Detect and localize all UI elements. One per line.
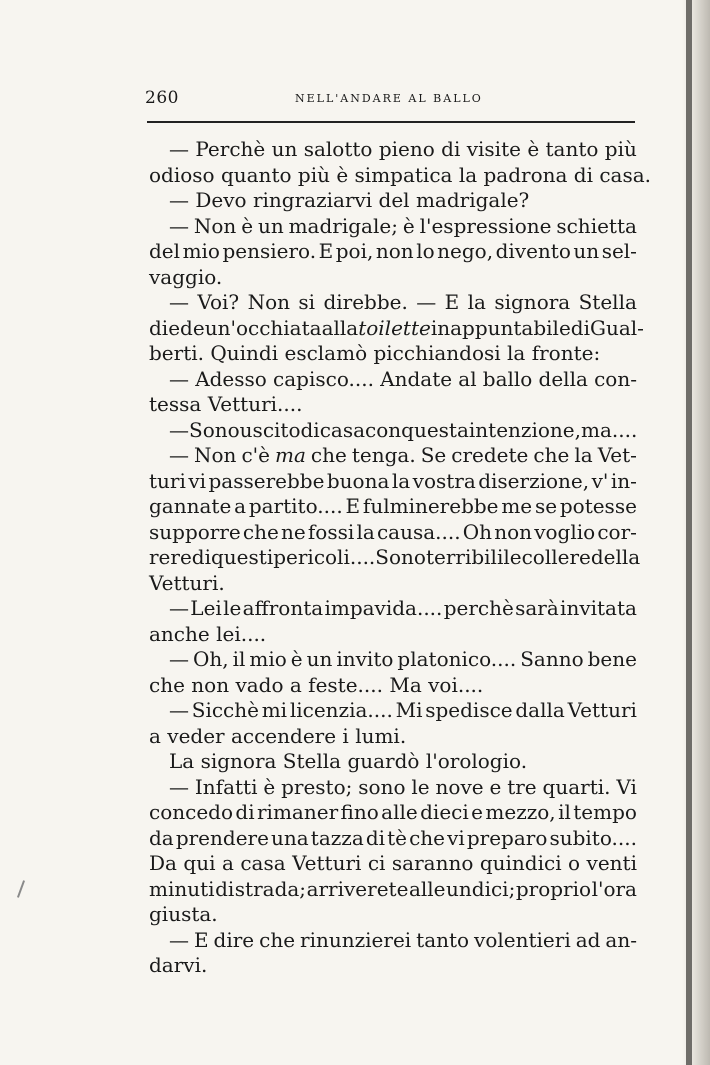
- word: e: [489, 774, 502, 799]
- text-line: [149, 800, 637, 826]
- word: buona: [326, 468, 390, 493]
- word: è: [402, 213, 415, 238]
- word: un'occhiata: [204, 315, 322, 340]
- word: Ma: [389, 672, 429, 697]
- word: la: [458, 162, 484, 187]
- text-line: [149, 469, 637, 495]
- word: la: [356, 519, 375, 544]
- word: causa....: [376, 519, 461, 544]
- word: mio: [249, 647, 287, 671]
- running-title: NELL'ANDARE AL BALLO: [295, 92, 483, 105]
- word: nego,: [437, 239, 494, 263]
- word: il: [232, 647, 246, 671]
- text-line: [149, 749, 637, 775]
- word: E: [318, 239, 334, 263]
- word: madrigale;: [288, 213, 398, 238]
- word: vostra: [412, 468, 476, 493]
- word: saranno: [391, 851, 474, 875]
- word: casa.: [599, 162, 652, 187]
- word: i: [342, 723, 356, 748]
- word: signora: [494, 290, 571, 314]
- word: impavida....: [324, 596, 443, 620]
- text-line: [149, 494, 637, 520]
- word: Andate: [380, 366, 453, 391]
- word: mio: [182, 239, 220, 263]
- word: è: [263, 774, 276, 799]
- word: Devo: [195, 188, 253, 212]
- word: turi: [149, 468, 186, 493]
- word: dieci: [420, 800, 469, 824]
- body-text: [149, 137, 652, 979]
- word: visite: [466, 137, 521, 161]
- word: subito....: [549, 825, 637, 850]
- word: undici;: [446, 876, 516, 901]
- word: la: [467, 290, 486, 314]
- word: tempo: [573, 800, 637, 824]
- word: Non: [193, 213, 237, 238]
- page-header: [145, 88, 635, 112]
- word: qui: [183, 851, 216, 875]
- word: preparo: [466, 825, 548, 850]
- text-line: [149, 596, 637, 622]
- word: casa: [319, 417, 366, 442]
- margin-pencil-mark: [17, 880, 25, 898]
- word: Stella: [282, 749, 348, 773]
- word: tessa: [149, 392, 208, 416]
- word: pensiero.: [222, 239, 317, 263]
- word: nove: [435, 774, 484, 799]
- word: Vi: [616, 774, 637, 799]
- word: E: [444, 290, 460, 314]
- word: vado: [235, 672, 290, 697]
- word: da: [149, 825, 174, 850]
- word: invito: [336, 647, 394, 671]
- word: odioso: [149, 162, 221, 187]
- word: Quindi: [210, 341, 285, 365]
- text-line: [149, 367, 637, 393]
- word: l'ora: [591, 876, 637, 901]
- word: lumi.: [355, 723, 407, 748]
- word: mezzo,: [485, 800, 556, 824]
- word: berti.: [149, 341, 211, 365]
- word: Vet-: [597, 443, 637, 467]
- word: Non: [247, 290, 290, 314]
- word: Adesso: [195, 366, 267, 391]
- word: diede: [149, 315, 205, 340]
- text-line: [149, 214, 637, 240]
- word: volentieri: [474, 927, 571, 952]
- word: Sono: [189, 417, 240, 442]
- word: quanto: [220, 162, 298, 187]
- word: fossi: [307, 519, 355, 544]
- word: a: [234, 494, 247, 518]
- word: E: [345, 494, 361, 518]
- text-line: [149, 545, 641, 571]
- word: della: [538, 366, 588, 391]
- word: rere: [149, 545, 192, 569]
- word: prendere: [175, 825, 269, 850]
- word: uscito: [239, 417, 301, 442]
- text-line: [149, 724, 637, 750]
- word: alle: [381, 800, 418, 824]
- word: —: [169, 213, 189, 238]
- word: ringraziarvi: [252, 188, 379, 212]
- word: le: [411, 774, 430, 799]
- word: Vetturi.: [149, 570, 225, 595]
- word: che: [242, 519, 279, 544]
- text-line: [149, 162, 652, 189]
- word: —: [169, 774, 189, 799]
- word: Lei: [190, 596, 222, 620]
- word: capisco....: [273, 366, 374, 391]
- word: —: [169, 417, 189, 442]
- word: E: [193, 927, 209, 952]
- word: perchè: [443, 596, 514, 620]
- word: accendere: [230, 723, 343, 748]
- header-rule: [147, 121, 635, 123]
- word: venti: [586, 851, 637, 875]
- word: vi: [447, 825, 465, 850]
- word: mi: [261, 698, 288, 722]
- word: Vetturi: [292, 851, 362, 875]
- word: —: [169, 290, 189, 314]
- word: poi,: [335, 239, 374, 263]
- text-line: [149, 392, 637, 418]
- word: tanto: [545, 137, 599, 161]
- word: di: [573, 162, 600, 187]
- word: direbbe.: [323, 290, 408, 314]
- word: presto;: [281, 774, 353, 799]
- word: tazza: [310, 825, 364, 850]
- word: ma....: [580, 417, 638, 442]
- word: anche: [149, 621, 217, 646]
- word: sel-: [601, 239, 637, 263]
- word: rimaner: [257, 800, 339, 824]
- word: Perchè: [195, 137, 266, 161]
- word: del: [378, 188, 416, 212]
- word: me: [501, 494, 533, 518]
- text-line: [149, 877, 637, 903]
- word: padrona: [483, 162, 574, 187]
- word: un: [573, 239, 600, 263]
- text-line: [149, 315, 644, 342]
- word: un: [306, 647, 333, 671]
- word: pieno: [378, 137, 435, 161]
- word: l'orologio.: [425, 749, 528, 773]
- word: ci: [367, 851, 386, 875]
- word: Sicchè: [191, 698, 259, 722]
- word: credete: [451, 443, 529, 467]
- word: un: [257, 213, 284, 238]
- word: —: [169, 698, 189, 722]
- text-line: [149, 622, 637, 648]
- word: an-: [605, 927, 637, 952]
- word: di: [235, 800, 255, 824]
- word: licenzia....: [289, 698, 393, 722]
- word: alla: [321, 315, 359, 340]
- word: a: [289, 672, 309, 697]
- text-line: [149, 571, 637, 597]
- word: signora: [200, 749, 283, 773]
- word: Stella: [578, 290, 637, 314]
- text-line: [149, 239, 637, 265]
- word: picchiandosi: [373, 341, 508, 365]
- word: Voi?: [197, 290, 240, 314]
- word: lei....: [216, 621, 267, 646]
- word: voglio: [534, 519, 596, 544]
- text-line: [149, 698, 637, 724]
- word: c'è: [241, 443, 270, 467]
- word: darvi.: [149, 953, 208, 977]
- word: —: [169, 927, 189, 952]
- word: terribili: [425, 545, 504, 569]
- word: ne: [281, 519, 306, 544]
- word: di: [215, 876, 235, 901]
- word: salotto: [303, 137, 373, 161]
- word: partito....: [248, 494, 343, 518]
- word: passerebbe: [208, 468, 325, 493]
- word: —: [169, 443, 189, 467]
- word: del: [149, 239, 181, 263]
- word: di: [365, 825, 386, 850]
- word: di: [441, 137, 461, 161]
- word: ballo: [482, 366, 533, 391]
- word: se: [534, 494, 558, 518]
- word: le: [223, 596, 242, 620]
- text-line: [149, 443, 637, 469]
- word: intenzione,: [468, 417, 581, 442]
- word: Da: [149, 851, 177, 875]
- word: Oh: [462, 519, 493, 544]
- word: inappuntabile: [430, 315, 571, 340]
- word: arriverete: [306, 876, 409, 901]
- word: Non: [194, 443, 237, 467]
- word: rinunzierei: [300, 927, 412, 952]
- page-number: 260: [145, 88, 179, 108]
- word: fronte:: [531, 341, 601, 365]
- word: il: [558, 800, 571, 824]
- text-line: [149, 953, 637, 979]
- word: concedo: [149, 800, 234, 824]
- word: supporre: [149, 519, 241, 544]
- word: —: [169, 596, 189, 620]
- binding-edge: [686, 0, 692, 1065]
- word: più: [297, 162, 337, 187]
- word: spedisce: [425, 698, 513, 722]
- word: —: [169, 647, 189, 671]
- word: che: [310, 443, 347, 467]
- text-line: [149, 851, 637, 877]
- text-line: [149, 647, 637, 673]
- word: alle: [408, 876, 446, 901]
- word: dire: [213, 927, 255, 952]
- word: diserzione,: [478, 468, 590, 493]
- word: Infatti: [194, 774, 258, 799]
- text-line: [149, 673, 637, 699]
- word: è: [527, 137, 540, 161]
- word: è: [290, 647, 303, 671]
- word: Gual-: [590, 315, 644, 340]
- word: minuti: [149, 876, 215, 901]
- word: le: [503, 545, 522, 569]
- word: gannate: [149, 494, 232, 518]
- word: di: [191, 545, 211, 569]
- word: questa: [401, 417, 469, 442]
- word: non: [191, 672, 236, 697]
- word: ad: [575, 927, 601, 952]
- word: —: [416, 290, 437, 314]
- word: quarti.: [542, 774, 611, 799]
- word: schietta: [556, 213, 637, 238]
- word: potesse: [559, 494, 637, 518]
- word: della: [590, 545, 641, 569]
- text-line: [149, 418, 637, 444]
- word: ma: [275, 443, 306, 467]
- word: sono: [358, 774, 406, 799]
- word: invitata: [560, 596, 637, 620]
- word: con: [365, 417, 402, 442]
- word: affronta: [242, 596, 324, 620]
- word: in-: [610, 468, 637, 493]
- word: che: [149, 672, 192, 697]
- word: si: [298, 290, 316, 314]
- word: —: [169, 366, 189, 391]
- word: simpatica: [354, 162, 459, 187]
- word: la: [574, 443, 593, 467]
- word: questi: [211, 545, 274, 569]
- word: di: [300, 417, 320, 442]
- word: Sanno: [520, 647, 584, 671]
- word: feste....: [308, 672, 390, 697]
- word: fulminerebbe: [362, 494, 499, 518]
- word: o: [568, 851, 581, 875]
- word: l'espressione: [419, 213, 552, 238]
- word: è: [241, 213, 254, 238]
- word: strada;: [234, 876, 307, 901]
- word: tenga.: [351, 443, 416, 467]
- word: toilette: [358, 315, 431, 340]
- word: quindici: [479, 851, 562, 875]
- text-line: [149, 775, 637, 801]
- text-line: [149, 341, 637, 367]
- text-line: [149, 290, 637, 316]
- word: che: [259, 927, 296, 952]
- word: sarà: [515, 596, 559, 620]
- word: —: [169, 137, 189, 161]
- word: guardò: [347, 749, 426, 773]
- word: casa: [240, 851, 286, 875]
- word: a: [149, 723, 168, 748]
- word: v': [591, 468, 609, 493]
- word: al: [458, 366, 477, 391]
- word: vaggio.: [149, 264, 223, 289]
- word: platonico....: [397, 647, 517, 671]
- word: e: [471, 800, 483, 824]
- word: Vetturi....: [207, 392, 303, 416]
- word: veder: [167, 723, 231, 748]
- word: tanto: [416, 927, 470, 952]
- word: dalla: [515, 698, 565, 722]
- word: —: [169, 188, 196, 212]
- word: La: [169, 749, 201, 773]
- word: che: [409, 825, 445, 850]
- text-line: [149, 520, 637, 546]
- word: voi....: [428, 672, 484, 697]
- word: tè: [387, 825, 407, 850]
- word: divento: [495, 239, 571, 263]
- word: Sono: [375, 545, 426, 569]
- word: Mi: [395, 698, 423, 722]
- word: vi: [188, 468, 207, 493]
- word: una: [271, 825, 309, 850]
- word: madrigale?: [415, 188, 530, 212]
- word: cor-: [597, 519, 637, 544]
- word: con-: [594, 366, 637, 391]
- word: a: [221, 851, 234, 875]
- text-line: [149, 265, 637, 291]
- word: Oh,: [192, 647, 229, 671]
- word: più: [604, 137, 637, 161]
- word: collere: [521, 545, 591, 569]
- word: la: [391, 468, 411, 493]
- word: lo: [416, 239, 435, 263]
- word: pericoli....: [273, 545, 376, 569]
- word: un: [271, 137, 298, 161]
- word: la: [507, 341, 532, 365]
- text-line: [149, 137, 637, 163]
- word: che: [533, 443, 570, 467]
- text-line: [149, 928, 637, 954]
- word: esclamò: [284, 341, 374, 365]
- word: fino: [340, 800, 379, 824]
- word: di: [570, 315, 590, 340]
- word: non: [494, 519, 533, 544]
- word: giusta.: [149, 902, 218, 926]
- word: proprio: [515, 876, 592, 901]
- text-line: [149, 902, 637, 928]
- word: bene: [587, 647, 637, 671]
- text-line: [149, 188, 637, 214]
- text-line: [149, 826, 637, 852]
- word: è: [336, 162, 355, 187]
- word: tre: [507, 774, 537, 799]
- word: Se: [420, 443, 447, 467]
- word: non: [375, 239, 414, 263]
- word: Vetturi: [567, 698, 637, 722]
